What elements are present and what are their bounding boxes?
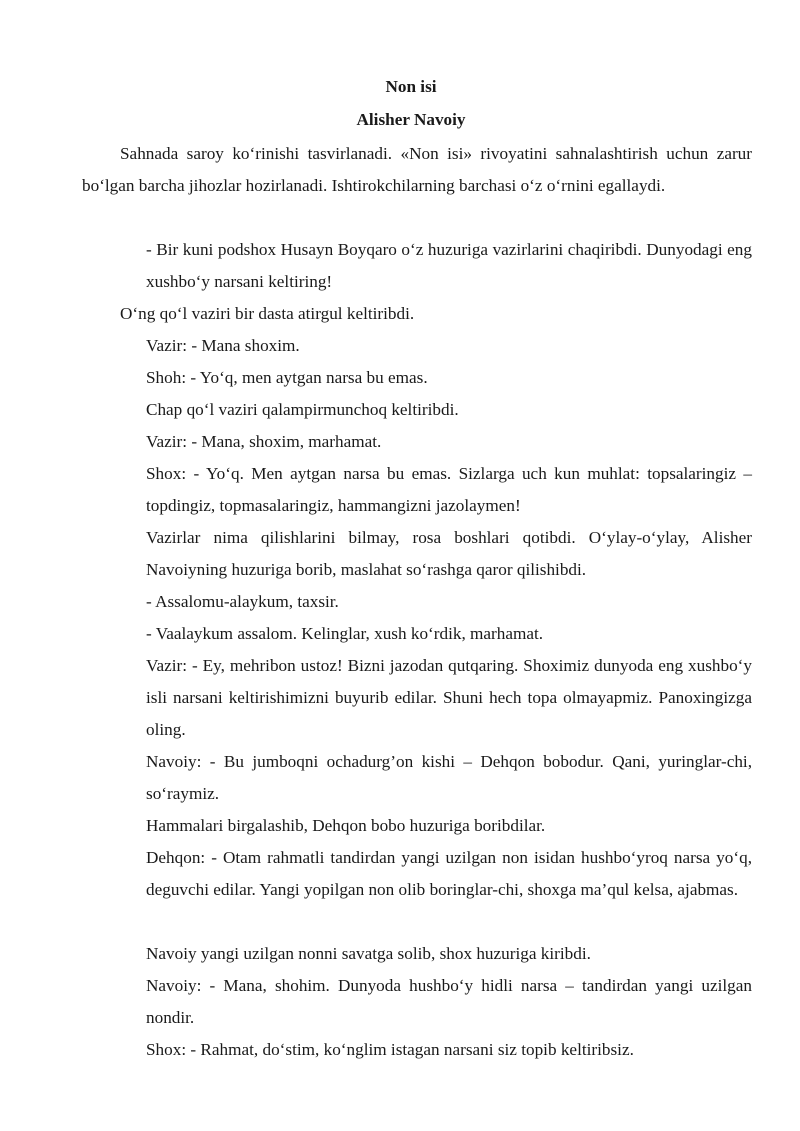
paragraph-8: Vazirlar nima qilishlarini bilmay, rosa boshlari qotibdi. Oʻylay-oʻylay, Alisher Navoiyning huzuriga borib, maslahat soʻrashga qaror qilishibdi.: [146, 528, 752, 579]
paragraph-9: - Assalomu-alaykum, taxsir.: [146, 592, 339, 611]
paragraph-2: Oʻng qoʻl vaziri bir dasta atirgul keltiribdi.: [120, 304, 415, 323]
paragraph-3: Vazir: - Mana shoxim.: [146, 336, 300, 355]
paragraph-12: Navoiy: - Bu jumboqni ochadurg’on kishi – Dehqon bobodur. Qani, yuringlar-chi, soʻraymiz.: [146, 752, 752, 803]
paragraph-11: Vazir: - Ey, mehribon ustoz! Bizni jazodan qutqaring. Shoximiz dunyoda eng xushboʻy isli narsani keltirishimizni buyurib edilar. Shuni hech topa olmayapmiz. Panoxingizga oling.: [146, 656, 752, 739]
paragraph-14: Dehqon: - Otam rahmatli tandirdan yangi uzilgan non isidan hushboʻyroq narsa yoʻq, deguvchi edilar. Yangi yopilgan non olib boringlar-chi, shoxga ma’qul kelsa, ajabmas.: [146, 848, 752, 899]
paragraph-13: Hammalari birgalashib, Dehqon bobo huzuriga boribdilar.: [146, 816, 546, 835]
paragraph-15: Navoiy yangi uzilgan nonni savatga solib, shox huzuriga kiribdi.: [146, 944, 591, 963]
paragraph-4: Shoh: - Yoʻq, men aytgan narsa bu emas.: [146, 368, 428, 387]
paragraph-10: - Vaalaykum assalom. Kelinglar, xush koʻrdik, marhamat.: [146, 624, 544, 643]
document-author: Alisher Navoiy: [356, 110, 466, 129]
paragraph-16: Navoiy: - Mana, shohim. Dunyoda hushboʻy hidli narsa – tandirdan yangi uzilgan nondir.: [146, 976, 752, 1027]
paragraph-7: Shox: - Yoʻq. Men aytgan narsa bu emas. Sizlarga uch kun muhlat: topsalaringiz – topdingiz, topmasalaringiz, hammangizni jazolaymen!: [146, 464, 752, 515]
paragraph-17: Shox: - Rahmat, doʻstim, koʻnglim istagan narsani siz topib keltiribsiz.: [146, 1040, 634, 1059]
paragraph-6: Vazir: - Mana, shoxim, marhamat.: [146, 432, 382, 451]
paragraph-1: - Bir kuni podshox Husayn Boyqaro oʻz huzuriga vazirlarini chaqiribdi. Dunyodagi eng xushboʻy narsani keltiring!: [146, 240, 752, 291]
document-title: Non isi: [385, 77, 437, 96]
intro-paragraph: Sahnada saroy koʻrinishi tasvirlanadi. «Non isi» rivoyatini sahnalashtirish uchun zarur boʻlgan barcha jihozlar hozirlanadi. Ishtirokchilarning barchasi oʻz oʻrnini egallaydi.: [82, 144, 752, 195]
paragraph-5: Chap qoʻl vaziri qalampirmunchoq keltiribdi.: [146, 400, 459, 419]
